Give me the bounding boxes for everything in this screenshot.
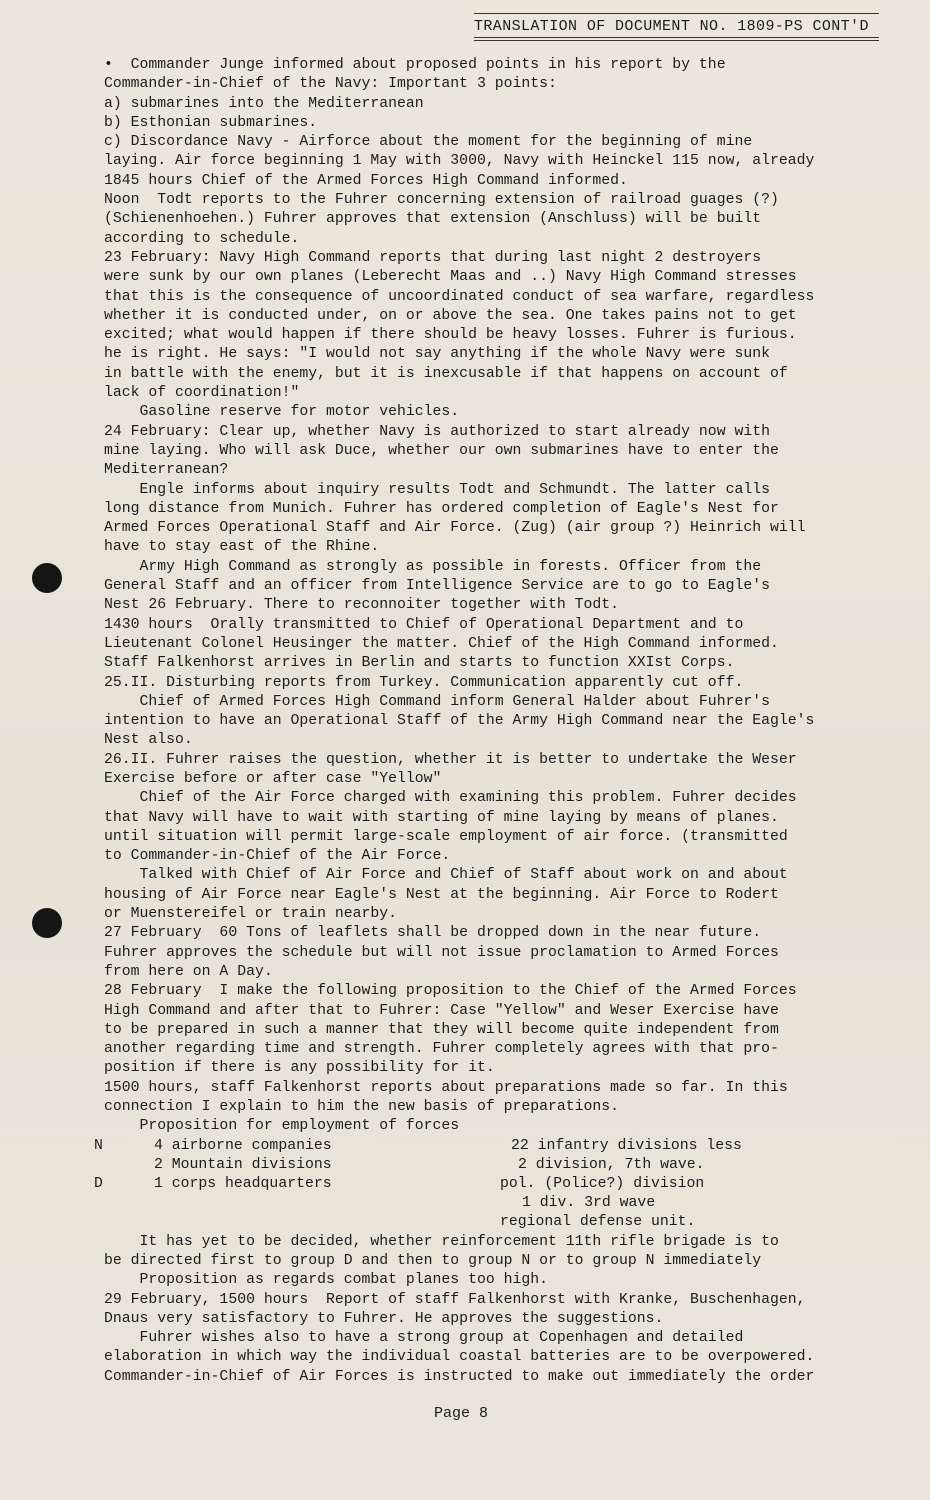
text-line: Chief of the Air Force charged with examining this problem. Fuhrer decides <box>104 790 797 807</box>
text-line: have to stay east of the Rhine. <box>104 539 380 556</box>
text-line: Gasoline reserve for motor vehicles. <box>104 404 460 421</box>
text-line: that this is the consequence of uncoordinated conduct of sea warfare, regardless <box>104 288 815 305</box>
text-line: until situation will permit large-scale employment of air force. (transmitted <box>104 828 788 845</box>
document-header <box>474 18 869 35</box>
document-body <box>94 56 894 1387</box>
text-block-main <box>104 56 894 1137</box>
text-line: whether it is conducted under, on or above the sea. One takes pains not to get <box>104 307 797 324</box>
forces-left-3: 1 corps headquarters <box>154 1175 332 1192</box>
text-line: lack of coordination!" <box>104 385 300 402</box>
text-line: Armed Forces Operational Staff and Air Force. (Zug) (air group ?) Heinrich will <box>104 520 806 537</box>
punch-hole-upper <box>32 563 62 593</box>
forces-right-1: 22 infantry divisions less <box>511 1137 742 1154</box>
text-line: High Command and after that to Fuhrer: Case "Yellow" and Weser Exercise have <box>104 1002 779 1019</box>
text-line: Commander-in-Chief of the Navy: Important 3 points: <box>104 76 557 93</box>
text-line: Nest also. <box>104 732 193 749</box>
text-line: It has yet to be decided, whether reinforcement 11th rifle brigade is to <box>104 1233 779 1250</box>
punch-hole-lower <box>32 908 62 938</box>
header-rule-bottom-double <box>474 40 879 41</box>
group-mark-n: N <box>94 1137 103 1154</box>
text-line: Talked with Chief of Air Force and Chief of Staff about work on and about <box>104 867 788 884</box>
text-line: 29 February, 1500 hours Report of staff Falkenhorst with Kranke, Buschenhagen, <box>104 1291 806 1308</box>
text-line: mine laying. Who will ask Duce, whether our own submarines have to enter the <box>104 442 779 459</box>
text-block-closing <box>104 1233 894 1387</box>
text-line: Fuhrer wishes also to have a strong group at Copenhagen and detailed <box>104 1330 744 1347</box>
forces-table <box>94 1137 894 1233</box>
text-line: • Commander Junge informed about proposed points in his report by the <box>104 57 726 73</box>
forces-left-1: 4 airborne companies <box>154 1137 332 1154</box>
text-line: long distance from Munich. Fuhrer has ordered completion of Eagle's Nest for <box>104 500 779 517</box>
text-line: Nest 26 February. There to reconnoiter together with Todt. <box>104 597 620 614</box>
text-line: Staff Falkenhorst arrives in Berlin and starts to function XXIst Corps. <box>104 655 735 672</box>
text-line: 1430 hours Orally transmitted to Chief of Operational Department and to <box>104 616 744 633</box>
text-line: General Staff and an officer from Intelligence Service are to go to Eagle's <box>104 578 770 595</box>
text-line: Proposition for employment of forces <box>104 1118 460 1135</box>
text-line: Army High Command as strongly as possible in forests. Officer from the <box>104 558 762 575</box>
text-line: laying. Air force beginning 1 May with 3000, Navy with Heinckel 115 now, already <box>104 153 815 170</box>
text-line: elaboration in which way the individual coastal batteries are to be overpowered. <box>104 1349 815 1366</box>
text-line: Engle informs about inquiry results Todt and Schmundt. The latter calls <box>104 481 770 498</box>
text-line: to Commander-in-Chief of the Air Force. <box>104 848 451 865</box>
text-line: connection I explain to him the new basis of preparations. <box>104 1099 620 1116</box>
text-line: Dnaus very satisfactory to Fuhrer. He approves the suggestions. <box>104 1310 664 1327</box>
text-line: intention to have an Operational Staff of the Army High Command near the Eagle's <box>104 713 815 730</box>
text-line: or Muenstereifel or train nearby. <box>104 906 398 923</box>
text-line: 23 February: Navy High Command reports that during last night 2 destroyers <box>104 249 762 266</box>
text-line: another regarding time and strength. Fuhrer completely agrees with that pro- <box>104 1041 779 1058</box>
text-line: he is right. He says: "I would not say anything if the whole Navy were sunk <box>104 346 770 363</box>
header-title: TRANSLATION OF DOCUMENT NO. 1809-PS CONT'D <box>474 18 869 35</box>
text-line: b) Esthonian submarines. <box>104 114 318 131</box>
text-line: (Schienenhoehen.) Fuhrer approves that extension (Anschluss) will be built <box>104 211 762 228</box>
text-line: were sunk by our own planes (Leberecht Maas and ..) Navy High Command stresses <box>104 269 797 286</box>
text-line: a) submarines into the Mediterranean <box>104 95 424 112</box>
forces-right-2: 2 division, 7th wave. <box>518 1156 705 1173</box>
group-mark-d: D <box>94 1175 103 1192</box>
text-line: Lieutenant Colonel Heusinger the matter. Chief of the High Command informed. <box>104 635 779 652</box>
forces-right-3: pol. (Police?) division <box>500 1175 705 1192</box>
text-line: housing of Air Force near Eagle's Nest at the beginning. Air Force to Rodert <box>104 886 779 903</box>
text-line: excited; what would happen if there should be heavy losses. Fuhrer is furious. <box>104 327 797 344</box>
text-line: 24 February: Clear up, whether Navy is authorized to start already now with <box>104 423 770 440</box>
text-line: Noon Todt reports to the Fuhrer concerning extension of railroad guages (?) <box>104 192 779 209</box>
text-line: 27 February 60 Tons of leaflets shall be dropped down in the near future. <box>104 925 762 942</box>
text-line: Exercise before or after case "Yellow" <box>104 770 442 787</box>
forces-left-2: 2 Mountain divisions <box>154 1156 332 1173</box>
header-rule-top <box>474 13 879 14</box>
text-line: in battle with the enemy, but it is inexcusable if that happens on account of <box>104 365 788 382</box>
page-number: Page 8 <box>434 1405 489 1422</box>
text-line: position if there is any possibility for it. <box>104 1060 495 1077</box>
header-rule-bottom <box>474 37 879 38</box>
text-line: from here on A Day. <box>104 963 273 980</box>
text-line: Proposition as regards combat planes too high. <box>104 1272 548 1289</box>
text-line: according to schedule. <box>104 230 300 247</box>
forces-right-5: regional defense unit. <box>500 1213 696 1230</box>
forces-right-4: 1 div. 3rd wave <box>522 1194 656 1211</box>
text-line: Chief of Armed Forces High Command inform General Halder about Fuhrer's <box>104 693 770 710</box>
text-line: c) Discordance Navy - Airforce about the moment for the beginning of mine <box>104 134 753 151</box>
text-line: 25.II. Disturbing reports from Turkey. Communication apparently cut off. <box>104 674 744 691</box>
text-line: 1845 hours Chief of the Armed Forces High Command informed. <box>104 172 628 189</box>
text-line: 28 February I make the following proposition to the Chief of the Armed Forces <box>104 983 797 1000</box>
text-line: to be prepared in such a manner that they will become quite independent from <box>104 1021 779 1038</box>
text-line: that Navy will have to wait with starting of mine laying by means of planes. <box>104 809 779 826</box>
text-line: Commander-in-Chief of Air Forces is instructed to make out immediately the order <box>104 1368 815 1385</box>
text-line: Mediterranean? <box>104 462 229 479</box>
text-line: 1500 hours, staff Falkenhorst reports about preparations made so far. In this <box>104 1079 788 1096</box>
text-line: be directed first to group D and then to group N or to group N immediately <box>104 1252 762 1269</box>
text-line: 26.II. Fuhrer raises the question, whether it is better to undertake the Weser <box>104 751 797 768</box>
text-line: Fuhrer approves the schedule but will not issue proclamation to Armed Forces <box>104 944 779 961</box>
